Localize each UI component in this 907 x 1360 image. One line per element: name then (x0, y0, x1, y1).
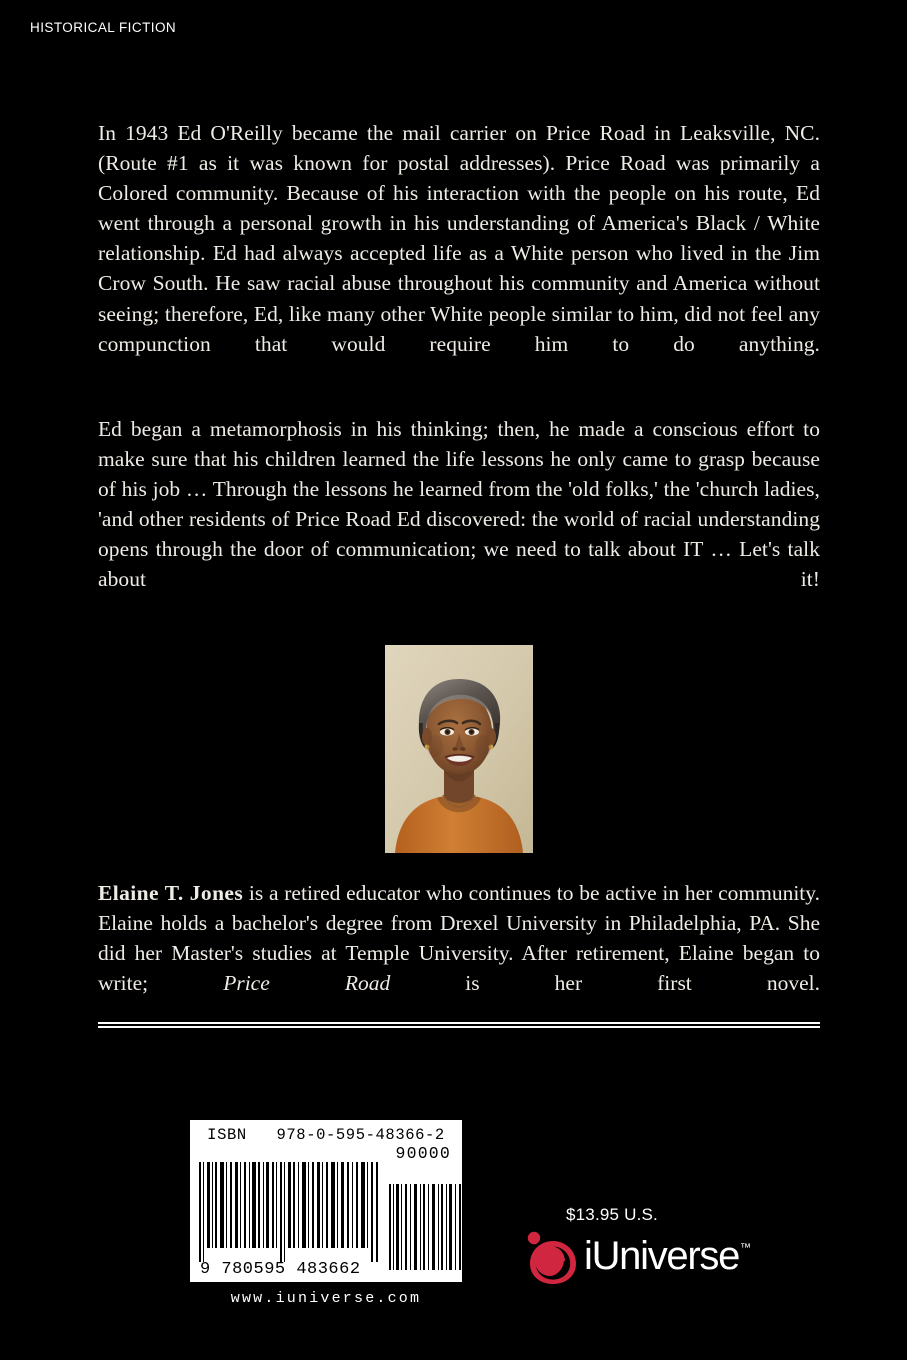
blurb-paragraph-2: Ed began a metamorphosis in his thinking; then, he made a conscious effort to make sure that his children learned the life lessons he only came to grasp because of his job … Through the lessons he learned from the 'old folks,' the 'church ladies, 'and other residents of Price Road Ed discovered: the world of racial understanding opens through the door of communication; we need to talk about IT … Let's talk about it! (98, 416, 820, 592)
publisher-name-wrap (584, 1236, 750, 1276)
isbn-number: 978-0-595-48366-2 (276, 1126, 445, 1144)
author-portrait-frame (385, 645, 533, 853)
author-bio-text-2: is her first novel. (390, 971, 820, 996)
author-bio-text-1: is a retired educator who continues to be active in her community. Elaine holds a bachelor's degree from Drexel University in Philadelphia, PA. She did her Master's studies at Temple University. After retirement, Elaine began to write; (98, 881, 820, 996)
trademark-symbol: ™ (740, 1242, 752, 1254)
double-divider (98, 1022, 820, 1028)
publisher-name: iUniverse (584, 1234, 740, 1278)
blurb-paragraph-1: In 1943 Ed O'Reilly became the mail carrier on Price Road in Leaksville, NC. (Route #1 as it was known for postal addresses). Price Road was primarily a Colored community. Because of his interaction with the people on his route, Ed went through a personal growth in his understanding of America's Black / White relationship. Ed had always accepted life as a White person who lived in the Jim Crow South. He saw racial abuse throughout his community and America without seeing; therefore, Ed, like many other White people similar to him, did not feel any compunction that would require him to do anything. (98, 121, 820, 356)
barcode-bars-row (199, 1162, 453, 1270)
publisher-logo (524, 1228, 750, 1284)
blurb-text-block (98, 118, 820, 625)
ean13-bars (199, 1162, 381, 1270)
price-label: $13.95 U.S. (566, 1205, 658, 1224)
book-title-mention: Price Road (223, 971, 391, 996)
author-bio (98, 878, 820, 1028)
barcode-white-box (190, 1120, 462, 1282)
divider-line-top (98, 1022, 820, 1024)
iuniverse-logo-icon (524, 1228, 582, 1284)
genre-label: HISTORICAL FICTION (30, 20, 177, 35)
isbn-line (199, 1127, 453, 1144)
barcode-block (190, 1120, 462, 1307)
price-code: 90000 (395, 1144, 451, 1164)
publisher-website[interactable]: www.iuniverse.com (230, 1290, 422, 1308)
author-portrait-image (385, 645, 533, 853)
addon5-bars (389, 1184, 463, 1270)
ean-digits: 9 780595 483662 (200, 1260, 361, 1280)
author-name: Elaine T. Jones (98, 881, 244, 905)
isbn-label: ISBN (207, 1126, 247, 1144)
divider-line-bottom (98, 1026, 820, 1028)
